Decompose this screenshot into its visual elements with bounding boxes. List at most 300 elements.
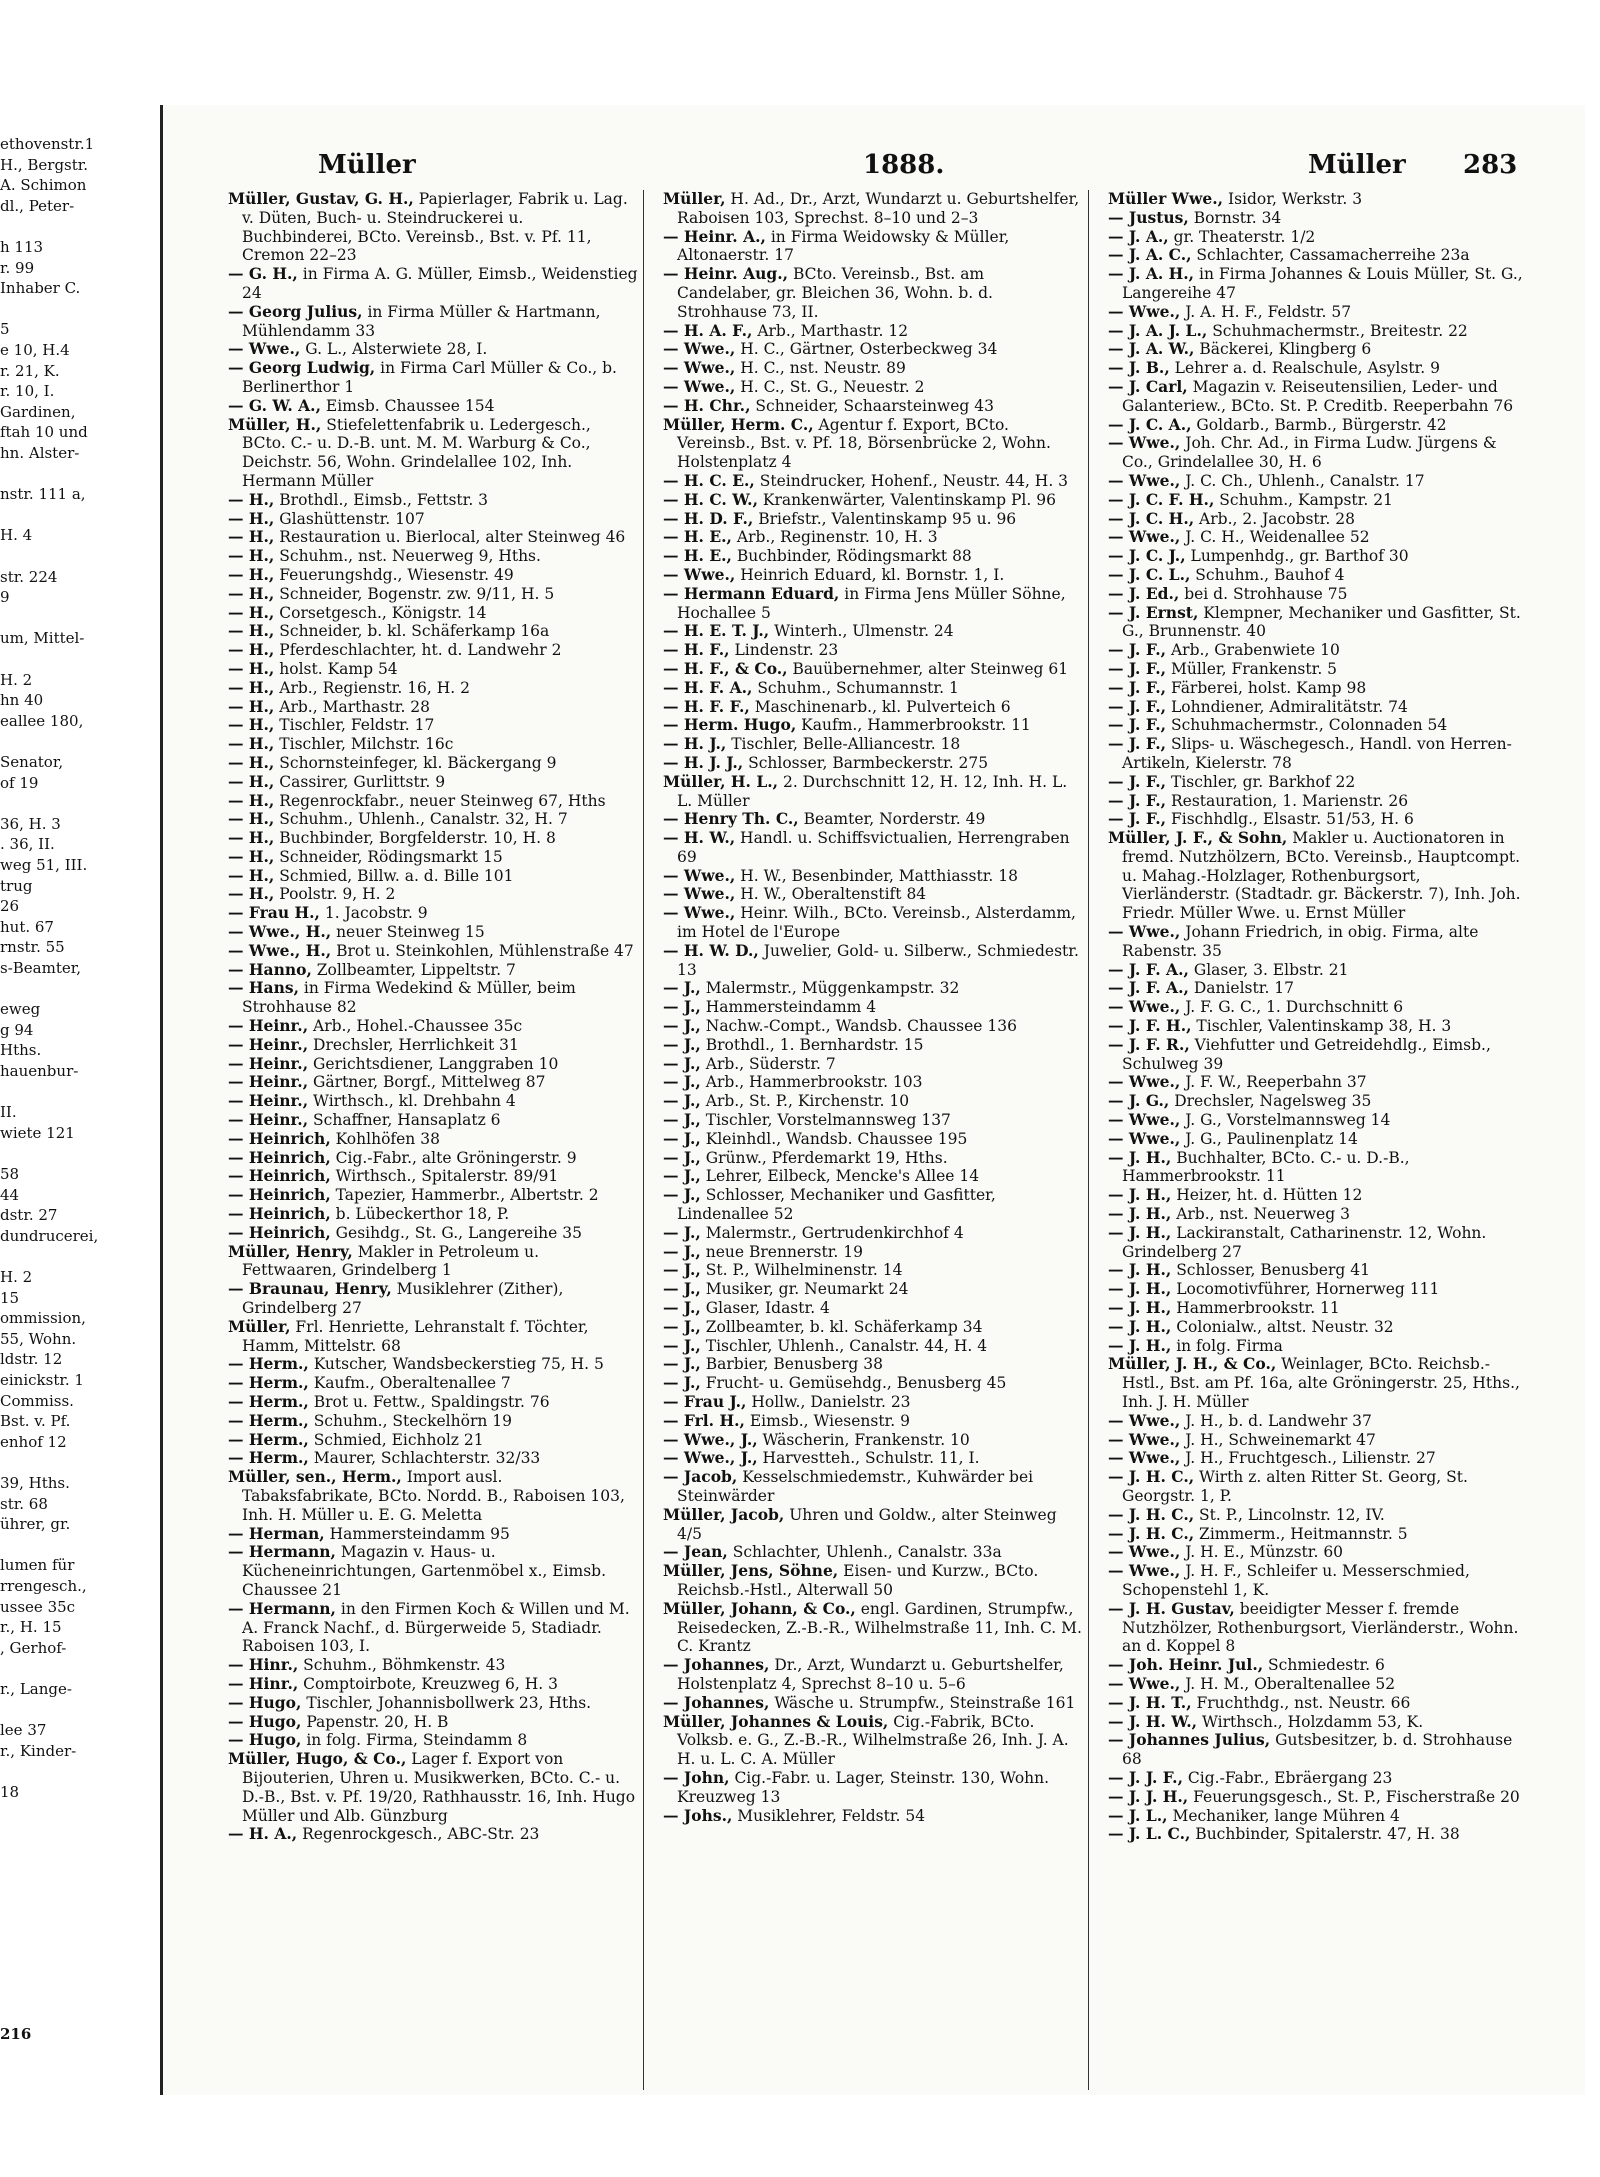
- entry-details: J. H. E., Münzstr. 60: [1180, 1543, 1344, 1562]
- entry-details: Cassirer, Gurlittstr. 9: [274, 772, 446, 791]
- entry-details: Arb., Marthastr. 12: [752, 321, 909, 340]
- directory-entry: [228, 904, 638, 923]
- entry-details: Agentur f. Export, BCto. Vereinsb., Bst. v. Pf. 18, Börsenbrücke 2, Wohn. Holstenplatz 4: [677, 415, 1051, 472]
- directory-entry: [1108, 1092, 1528, 1111]
- margin-fragment: hut. 67: [0, 917, 54, 936]
- margin-fragment: eweg: [0, 1000, 41, 1019]
- directory-entry: [663, 1769, 1083, 1807]
- margin-fragment: ethovenstr.1: [0, 135, 95, 153]
- entry-name: — J. A. J. L.,: [1108, 320, 1208, 340]
- entry-name: — H. D. F.,: [663, 508, 754, 528]
- entry-name: — Heinrich,: [228, 1222, 331, 1242]
- entry-name: — Wwe.,: [1108, 1561, 1181, 1581]
- entry-name: — Frau J.,: [663, 1392, 747, 1411]
- margin-fragment: rrengesch.,: [0, 1577, 87, 1595]
- page-number: 283: [1463, 150, 1518, 180]
- directory-entry: [228, 1205, 638, 1224]
- entry-details: beeidigter Messer f. fremde Nutzhölzer, Rothenburgsort, Vierländerstr., Wohn. an d. Koppel 8: [1122, 1599, 1519, 1656]
- entry-name: — Heinrich,: [228, 1147, 331, 1167]
- entry-details: Zollbeamter, b. kl. Schäferkamp 34: [700, 1317, 983, 1336]
- entry-details: Zimmerm., Heitmannstr. 5: [1194, 1524, 1408, 1543]
- entry-details: Cig.-Fabrik, BCto. Volksb. e. G., Z.-B.-R., Wilhelmstraße 26, Inh. J. A. H. u. L. C. A. Müller: [677, 1712, 1069, 1769]
- entry-details: Hammersteindamm 95: [324, 1524, 510, 1543]
- directory-entry: [228, 397, 638, 416]
- entry-details: Frl. Henriette, Lehranstalt f. Töchter, Hamm, Mittelstr. 68: [242, 1317, 589, 1355]
- entry-details: Gärtner, Borgf., Mittelweg 87: [308, 1073, 546, 1092]
- entry-name: — H. A.,: [228, 1824, 298, 1844]
- entry-details: Regenrockfabr., neuer Steinweg 67, Hths: [274, 791, 606, 810]
- entry-details: Maurer, Schlachterstr. 32/33: [308, 1449, 541, 1468]
- entry-name: — H. J.,: [663, 734, 727, 754]
- directory-entry: [228, 1280, 638, 1318]
- directory-entry: [228, 1750, 638, 1825]
- entry-details: Tischler, gr. Barkhof 22: [1166, 772, 1356, 791]
- entry-details: Lehrer a. d. Realschule, Asylstr. 9: [1169, 359, 1440, 378]
- directory-entry: [1108, 604, 1528, 642]
- entry-details: Cig.-Fabr., Ebräergang 23: [1182, 1768, 1393, 1787]
- entry-name: — Heinrich,: [228, 1128, 331, 1148]
- entry-details: Malermstr., Gertrudenkirchhof 4: [700, 1223, 964, 1242]
- directory-entry: [1108, 1731, 1528, 1769]
- entry-name: — Wwe.,: [1108, 1110, 1181, 1130]
- entry-name: — Wwe.,: [663, 865, 736, 885]
- directory-entry: [1108, 1186, 1528, 1205]
- entry-details: Brot u. Fettw., Spaldingstr. 76: [308, 1393, 550, 1411]
- entry-details: Arb., Regienstr. 16, H. 2: [274, 678, 471, 697]
- directory-entry: [228, 1036, 638, 1055]
- entry-details: Glashüttenstr. 107: [274, 509, 425, 528]
- entry-details: Pferdeschlachter, ht. d. Landwehr 2: [274, 641, 562, 660]
- directory-entry: [228, 1412, 638, 1431]
- entry-name: — Heinr. A.,: [663, 226, 766, 246]
- entry-details: G. L., Alsterwiete 28, I.: [300, 340, 488, 359]
- directory-entry: [663, 1355, 1083, 1374]
- entry-details: Kaufm., Oberaltenallee 7: [308, 1374, 511, 1393]
- entry-name: — H.,: [228, 734, 275, 754]
- entry-name: — J. F. H.,: [1108, 1016, 1192, 1036]
- directory-entry: [663, 698, 1083, 717]
- entry-name: — Wwe.,: [1108, 1429, 1181, 1449]
- directory-entry: [1108, 1506, 1528, 1525]
- margin-fragment: rnstr. 55: [0, 938, 65, 957]
- entry-details: Restauration u. Bierlocal, alter Steinweg 46: [274, 528, 626, 547]
- entry-name: — J.,: [663, 1128, 701, 1148]
- directory-entry: [663, 340, 1083, 359]
- directory-entry: [663, 1149, 1083, 1168]
- directory-entry: [663, 1280, 1083, 1299]
- entry-name: — H.,: [228, 715, 275, 735]
- directory-entry: [663, 622, 1083, 641]
- directory-entry: [228, 773, 638, 792]
- entry-details: Tischler, Vorstelmannsweg 137: [700, 1111, 951, 1130]
- entry-name: — Herm.,: [228, 1429, 309, 1449]
- entry-name: — J. C. H.,: [1108, 508, 1195, 528]
- entry-name: — H.,: [228, 790, 275, 810]
- entry-name: — H.,: [228, 583, 275, 603]
- directory-entry: [663, 979, 1083, 998]
- entry-name: — J. L.,: [1108, 1805, 1168, 1825]
- entry-name: — Hinr.,: [228, 1655, 299, 1675]
- header-right-name: Müller: [1308, 150, 1406, 180]
- entry-details: Lackiranstalt, Catharinenstr. 12, Wohn. Grindelberg 27: [1122, 1223, 1487, 1261]
- entry-name: — Wwe.,: [663, 358, 736, 378]
- entry-name: — J.,: [663, 1316, 701, 1336]
- directory-entry: [1108, 510, 1528, 529]
- entry-details: Schmiedestr. 6: [1263, 1656, 1385, 1675]
- entry-details: Magazin v. Haus- u. Kücheneinrichtungen, Gartenmöbel x., Eimsb. Chaussee 21: [242, 1543, 607, 1599]
- entry-name: Müller, Hugo, & Co.,: [228, 1749, 407, 1769]
- entry-name: — J. F.,: [1108, 734, 1167, 754]
- entry-details: Beamter, Norderstr. 49: [798, 810, 986, 829]
- entry-details: Arb., Reginenstr. 10, H. 3: [731, 528, 938, 547]
- directory-entry: [663, 810, 1083, 829]
- directory-entry: [1108, 1825, 1528, 1844]
- directory-entry: [663, 1017, 1083, 1036]
- entry-name: — J. J. H.,: [1108, 1786, 1189, 1806]
- entry-name: — Georg Ludwig,: [228, 358, 376, 378]
- margin-fragment: dstr. 27: [0, 1206, 58, 1225]
- entry-name: — Heinr.,: [228, 1034, 309, 1054]
- directory-entry: [1108, 1431, 1528, 1450]
- entry-name: — H.,: [228, 771, 275, 791]
- directory-entry: [1108, 1600, 1528, 1656]
- entry-name: — H.,: [228, 809, 275, 829]
- entry-details: Musiklehrer, Feldstr. 54: [732, 1806, 926, 1825]
- directory-page: [160, 105, 1585, 2095]
- entry-details: in Firma Müller & Hartmann, Mühlendamm 33: [242, 302, 601, 340]
- margin-fragment: enhof 12: [0, 1432, 67, 1451]
- entry-details: Regenrockgesch., ABC-Str. 23: [297, 1825, 540, 1844]
- directory-entry: [663, 998, 1083, 1017]
- entry-details: Wirthsch., Spitalerstr. 89/91: [330, 1167, 559, 1186]
- directory-entry: [663, 1073, 1083, 1092]
- entry-name: — H.,: [228, 508, 275, 528]
- entry-details: Makler in Petroleum u. Fettwaaren, Grindelberg 1: [242, 1242, 540, 1280]
- entry-name: Müller, Gustav, G. H.,: [228, 189, 414, 208]
- entry-details: Isidor, Werkstr. 3: [1223, 190, 1363, 208]
- directory-entry: [663, 1694, 1083, 1713]
- entry-name: — Heinr.,: [228, 1091, 309, 1111]
- entry-details: engl. Gardinen, Strumpfw., Reisedecken, Z.-B.-R., Wilhelmstraße 11, Inh. C. M. C. Krantz: [677, 1599, 1082, 1656]
- margin-fragment: weg 51, III.: [0, 856, 88, 874]
- entry-name: — J. H.,: [1108, 1316, 1172, 1336]
- entry-name: — Wwe.,: [1108, 997, 1181, 1017]
- entry-details: Fischhdlg., Elsastr. 51/53, H. 6: [1166, 810, 1414, 829]
- directory-entry: [663, 754, 1083, 773]
- entry-name: — Wwe.,: [663, 339, 736, 359]
- directory-entry: [663, 1243, 1083, 1262]
- directory-entry: [663, 773, 1083, 811]
- entry-name: — J. Carl,: [1108, 376, 1188, 396]
- entry-details: Schuhm., Steckelhörn 19: [308, 1411, 512, 1430]
- entry-details: Schuhmachermstr., Colonnaden 54: [1166, 716, 1448, 735]
- entry-details: J. G., Vorstelmannsweg 14: [1180, 1111, 1391, 1130]
- entry-name: — H.,: [228, 696, 275, 716]
- entry-details: in Firma Carl Müller & Co., b. Berlinerthor 1: [242, 359, 617, 396]
- directory-entry: [663, 1299, 1083, 1318]
- adjacent-page-fragment: [0, 105, 150, 2090]
- entry-name: — H. F. F.,: [663, 696, 750, 716]
- entry-name: Müller,: [663, 189, 726, 208]
- directory-entry: [1108, 923, 1528, 961]
- entry-details: Buchbinder, Rödingsmarkt 88: [731, 547, 972, 566]
- directory-entry: [1108, 1412, 1528, 1431]
- entry-details: Schlachter, Uhlenh., Canalstr. 33a: [727, 1543, 1002, 1562]
- directory-entry: [1108, 829, 1528, 923]
- entry-details: Tischler, Milchstr. 16c: [274, 735, 454, 754]
- entry-details: Joh. Chr. Ad., in Firma Ludw. Jürgens & Co., Grindelallee 30, H. 6: [1122, 434, 1497, 472]
- entry-name: Müller, Jacob,: [663, 1504, 785, 1524]
- entry-details: H. W., Besenbinder, Matthiasstr. 18: [735, 866, 1018, 885]
- margin-fragment: dundrucerei,: [0, 1226, 99, 1245]
- entry-details: Schneider, Bogenstr. zw. 9/11, H. 5: [274, 584, 555, 603]
- entry-details: H. Ad., Dr., Arzt, Wundarzt u. Geburtshelfer, Raboisen 103, Sprechst. 8–10 und 2–3: [677, 190, 1080, 227]
- entry-details: Brot u. Steinkohlen, Mühlenstraße 47: [331, 941, 634, 960]
- directory-entry: [228, 547, 638, 566]
- entry-details: Colonialw., altst. Neustr. 32: [1171, 1317, 1394, 1336]
- directory-entry: [228, 1600, 638, 1656]
- margin-fragment: Hths.: [0, 1041, 42, 1060]
- directory-entry: [663, 1111, 1083, 1130]
- margin-fragment: r., H. 15: [0, 1618, 62, 1637]
- entry-name: — J.,: [663, 1034, 701, 1054]
- directory-entry: [663, 265, 1083, 321]
- entry-details: Papierlager, Fabrik u. Lag. v. Düten, Buch- u. Steindruckerei u. Buchbinderei, BCto. Vereinsb., Bst. v. Pf. 11, Cremon 22–23: [242, 190, 628, 265]
- directory-entry: [228, 1393, 638, 1412]
- entry-details: Stiefelettenfabrik u. Ledergesch., BCto. C.- u. D.-B. unt. M. M. Warburg & Co., Deichstr. 56, Wohn. Grindelallee 102, Inh. Hermann Müller: [242, 415, 591, 490]
- entry-name: — Johannes,: [663, 1692, 770, 1712]
- entry-name: — Herm.,: [228, 1410, 309, 1430]
- directory-entry: [1108, 1788, 1528, 1807]
- entry-name: Müller, sen., Herm.,: [228, 1467, 402, 1487]
- directory-entry: [1108, 773, 1528, 792]
- directory-entry: [1108, 1807, 1528, 1826]
- entry-name: — J. F.,: [1108, 677, 1167, 697]
- entry-details: Eisen- und Kurzw., BCto. Reichsb.-Hstl., Alterwall 50: [677, 1562, 1039, 1599]
- directory-entry: [1108, 359, 1528, 378]
- entry-details: in Firma Johannes & Louis Müller, St. G., Langereihe 47: [1122, 265, 1523, 302]
- entry-details: Schuhmachermstr., Breitestr. 22: [1207, 321, 1468, 340]
- entry-details: H. C., St. G., Neuestr. 2: [735, 377, 925, 396]
- directory-entry: [663, 510, 1083, 529]
- entry-name: Müller,: [228, 1316, 291, 1336]
- entry-name: — Wwe.,: [1108, 1542, 1181, 1562]
- entry-name: — Justus,: [1108, 207, 1189, 227]
- directory-entry: [228, 566, 638, 585]
- entry-name: — H.,: [228, 602, 275, 622]
- entry-details: Schornsteinfeger, kl. Bäckergang 9: [274, 753, 557, 772]
- entry-name: — H. C. E.,: [663, 470, 755, 490]
- entry-details: Hollw., Danielstr. 23: [746, 1393, 911, 1411]
- entry-name: — J. F.,: [1108, 715, 1167, 735]
- directory-entry: [663, 1468, 1083, 1506]
- entry-name: — J.,: [663, 1335, 701, 1355]
- directory-entry: [663, 1055, 1083, 1074]
- entry-name: — J. C. J.,: [1108, 546, 1186, 566]
- entry-details: Arb., Hammerbrookstr. 103: [700, 1073, 923, 1092]
- margin-fragment: 26: [0, 897, 20, 916]
- margin-fragment: r. 21, K.: [0, 361, 60, 380]
- directory-entry: [1108, 472, 1528, 491]
- directory-entry: [1108, 1525, 1528, 1544]
- entry-name: — Wwe.,: [1108, 527, 1181, 547]
- directory-entry: [228, 754, 638, 773]
- entry-details: Schuhm., Kampstr. 21: [1214, 490, 1393, 509]
- directory-entry: [228, 585, 638, 604]
- entry-details: Bornstr. 34: [1188, 208, 1282, 227]
- margin-fragment: , Gerhof-: [0, 1638, 67, 1657]
- directory-entry: [1108, 528, 1528, 547]
- directory-entry: [663, 397, 1083, 416]
- directory-entry: [228, 848, 638, 867]
- margin-fragment: Gardinen,: [0, 402, 76, 421]
- directory-entry: [663, 547, 1083, 566]
- entry-name: — J.,: [663, 1373, 701, 1393]
- entry-name: — J. H.,: [1108, 1185, 1172, 1205]
- entry-name: — Henry Th. C.,: [663, 809, 799, 829]
- directory-entry: [1108, 1224, 1528, 1262]
- entry-details: 1. Jacobstr. 9: [319, 904, 428, 923]
- entry-name: — J.,: [663, 1298, 701, 1318]
- margin-fragment: 39, Hths.: [0, 1474, 70, 1492]
- entry-name: — J.,: [663, 978, 701, 998]
- directory-entry: [1108, 585, 1528, 604]
- entry-details: Viehfutter und Getreidehdlg., Eimsb., Schulweg 39: [1122, 1035, 1491, 1073]
- entry-details: Makler u. Auctionatoren in fremd. Nutzhölzern, BCto. Vereinsb., Hauptcompt. u. Mahag.-Holzlager, Rothenburgsort, Vierländerstr. (Stadtadr. gr. Bäckerstr. 7), Inh. Joh. Friedr. Müller Wwe. u. Ernst Müller: [1122, 829, 1521, 923]
- directory-entry: [228, 1167, 638, 1186]
- entry-name: Müller Wwe.,: [1108, 189, 1224, 208]
- directory-entry: [1108, 810, 1528, 829]
- directory-entry: [663, 660, 1083, 679]
- header-left-name: Müller: [318, 150, 416, 180]
- directory-entry: [228, 1713, 638, 1732]
- entry-name: — Herman,: [228, 1523, 325, 1543]
- entry-name: — Braunau, Henry,: [228, 1279, 392, 1299]
- entry-details: Tischler, Uhlenh., Canalstr. 44, H. 4: [700, 1336, 988, 1355]
- entry-name: — Wwe.,: [663, 903, 736, 923]
- entry-details: Handl. u. Schiffsvictualien, Herrengraben 69: [677, 829, 1070, 866]
- column-divider: [1088, 190, 1089, 2090]
- entry-name: Müller, Jens, Söhne,: [663, 1561, 839, 1581]
- entry-name: — Wwe., H.,: [228, 922, 332, 942]
- entry-details: Magazin v. Reiseutensilien, Leder- und Galanteriew., BCto. St. P. Creditb. Reeperbahn 76: [1122, 377, 1514, 415]
- entry-name: — J.,: [663, 1072, 701, 1092]
- directory-entry: [1108, 1337, 1528, 1356]
- directory-entry: [1108, 1675, 1528, 1694]
- entry-details: Schlosser, Mechaniker und Gasfitter, Lindenallee 52: [677, 1186, 996, 1224]
- entry-details: Uhren und Goldw., alter Steinweg 4/5: [677, 1505, 1057, 1543]
- entry-name: — J. F. A.,: [1108, 978, 1189, 998]
- entry-details: Comptoirbote, Kreuzweg 6, H. 3: [298, 1674, 558, 1693]
- margin-fragment: Commiss.: [0, 1391, 74, 1410]
- margin-fragment: ftah 10 und: [0, 423, 88, 442]
- directory-entry: [228, 491, 638, 510]
- entry-details: Weinlager, BCto. Reichsb.-Hstl., Bst. am Pf. 16a, alte Gröningerstr. 25, Hths., Inh. J. H. Müller: [1122, 1355, 1520, 1411]
- entry-details: Bäckerei, Klingberg 6: [1194, 340, 1372, 359]
- directory-entry: [1108, 1280, 1528, 1299]
- entry-name: — J.,: [663, 1166, 701, 1186]
- directory-entry: [1108, 322, 1528, 341]
- entry-details: St. P., Wilhelminenstr. 14: [700, 1261, 903, 1280]
- entry-details: Heizer, ht. d. Hütten 12: [1171, 1186, 1363, 1205]
- entry-details: Schuhm., Böhmkenstr. 43: [298, 1656, 506, 1675]
- entry-details: Kutscher, Wandsbeckerstieg 75, H. 5: [308, 1355, 604, 1374]
- directory-entry: [228, 1825, 638, 1844]
- entry-details: Cig.-Fabr. u. Lager, Steinstr. 130, Wohn. Kreuzweg 13: [677, 1768, 1050, 1806]
- margin-fragment: ussee 35c: [0, 1597, 76, 1616]
- directory-entry: [663, 1656, 1083, 1694]
- entry-details: H. C., Gärtner, Osterbeckweg 34: [735, 340, 998, 359]
- entry-name: — Wwe., J.,: [663, 1448, 758, 1468]
- entry-details: Arb., Süderstr. 7: [700, 1054, 836, 1073]
- directory-entry: [1108, 735, 1528, 773]
- entry-details: J. F. G. C., 1. Durchschnitt 6: [1180, 998, 1404, 1017]
- entry-details: Glaser, 3. Elbstr. 21: [1188, 960, 1349, 979]
- entry-name: Müller, J. H., & Co.,: [1108, 1354, 1277, 1374]
- directory-entry: [663, 679, 1083, 698]
- entry-details: J. H., Fruchtgesch., Lilienstr. 27: [1180, 1449, 1436, 1468]
- entry-details: in den Firmen Koch & Willen und M. A. Franck Nachf., d. Bürgerweide 5, Stadiadr. Raboisen 103, I.: [242, 1599, 630, 1656]
- entry-name: — H.,: [228, 677, 275, 697]
- directory-entry: [1108, 1318, 1528, 1337]
- directory-entry: [663, 1374, 1083, 1393]
- entry-name: — J.,: [663, 1147, 701, 1167]
- directory-entry: [228, 810, 638, 829]
- margin-fragment: eallee 180,: [0, 711, 84, 730]
- margin-fragment: lumen für: [0, 1556, 75, 1575]
- entry-details: Krankenwärter, Valentinskamp Pl. 96: [757, 490, 1056, 509]
- margin-fragment: of 19: [0, 773, 39, 792]
- directory-entry: [663, 1130, 1083, 1149]
- entry-details: Schuhm., Bauhof 4: [1190, 565, 1345, 584]
- entry-details: J. H., Schweinemarkt 47: [1180, 1430, 1376, 1449]
- entry-name: — Hermann Eduard,: [663, 583, 840, 603]
- margin-fragment: wiete 121: [0, 1123, 75, 1142]
- entry-details: in folg. Firma: [1171, 1336, 1283, 1355]
- directory-entry: [228, 528, 638, 547]
- entry-details: Nachw.-Compt., Wandsb. Chaussee 136: [700, 1017, 1017, 1036]
- entry-details: gr. Theaterstr. 1/2: [1168, 227, 1316, 246]
- directory-entry: [1108, 1299, 1528, 1318]
- entry-name: — Wwe.,: [1108, 301, 1181, 321]
- entry-details: Hammerbrookstr. 11: [1171, 1299, 1340, 1318]
- entry-details: Johann Friedrich, in obig. Firma, alte Rabenstr. 35: [1122, 923, 1479, 960]
- entry-name: Müller, H.,: [228, 414, 322, 434]
- entry-name: — J. H.,: [1108, 1260, 1172, 1280]
- entry-details: Glaser, Idastr. 4: [700, 1299, 830, 1318]
- entry-name: — J.,: [663, 1222, 701, 1242]
- entry-details: Schuhm., Uhlenh., Canalstr. 32, H. 7: [274, 810, 568, 829]
- margin-fragment: nstr. 111 a,: [0, 485, 86, 504]
- entry-details: in Firma A. G. Müller, Eimsb., Weidenstieg 24: [242, 265, 638, 302]
- directory-entry: [228, 1092, 638, 1111]
- entry-details: J. F. W., Reeperbahn 37: [1180, 1073, 1367, 1092]
- entry-name: — H.,: [228, 752, 275, 772]
- entry-details: Wirthsch., kl. Drehbahn 4: [308, 1092, 516, 1111]
- entry-details: Müller, Frankenstr. 5: [1166, 659, 1338, 678]
- directory-entry: [228, 829, 638, 848]
- entry-details: b. Lübeckerthor 18, P.: [330, 1205, 510, 1224]
- margin-fragment: 55, Wohn.: [0, 1329, 77, 1348]
- entry-details: J. G., Paulinenplatz 14: [1180, 1129, 1358, 1148]
- directory-entry: [663, 716, 1083, 735]
- margin-fragment: ührer, gr.: [0, 1515, 71, 1534]
- directory-entry: [663, 829, 1083, 867]
- directory-entry: [228, 735, 638, 754]
- directory-entry: [663, 942, 1083, 980]
- entry-details: J. H. M., Oberaltenallee 52: [1180, 1674, 1396, 1693]
- directory-entry: [1108, 1449, 1528, 1468]
